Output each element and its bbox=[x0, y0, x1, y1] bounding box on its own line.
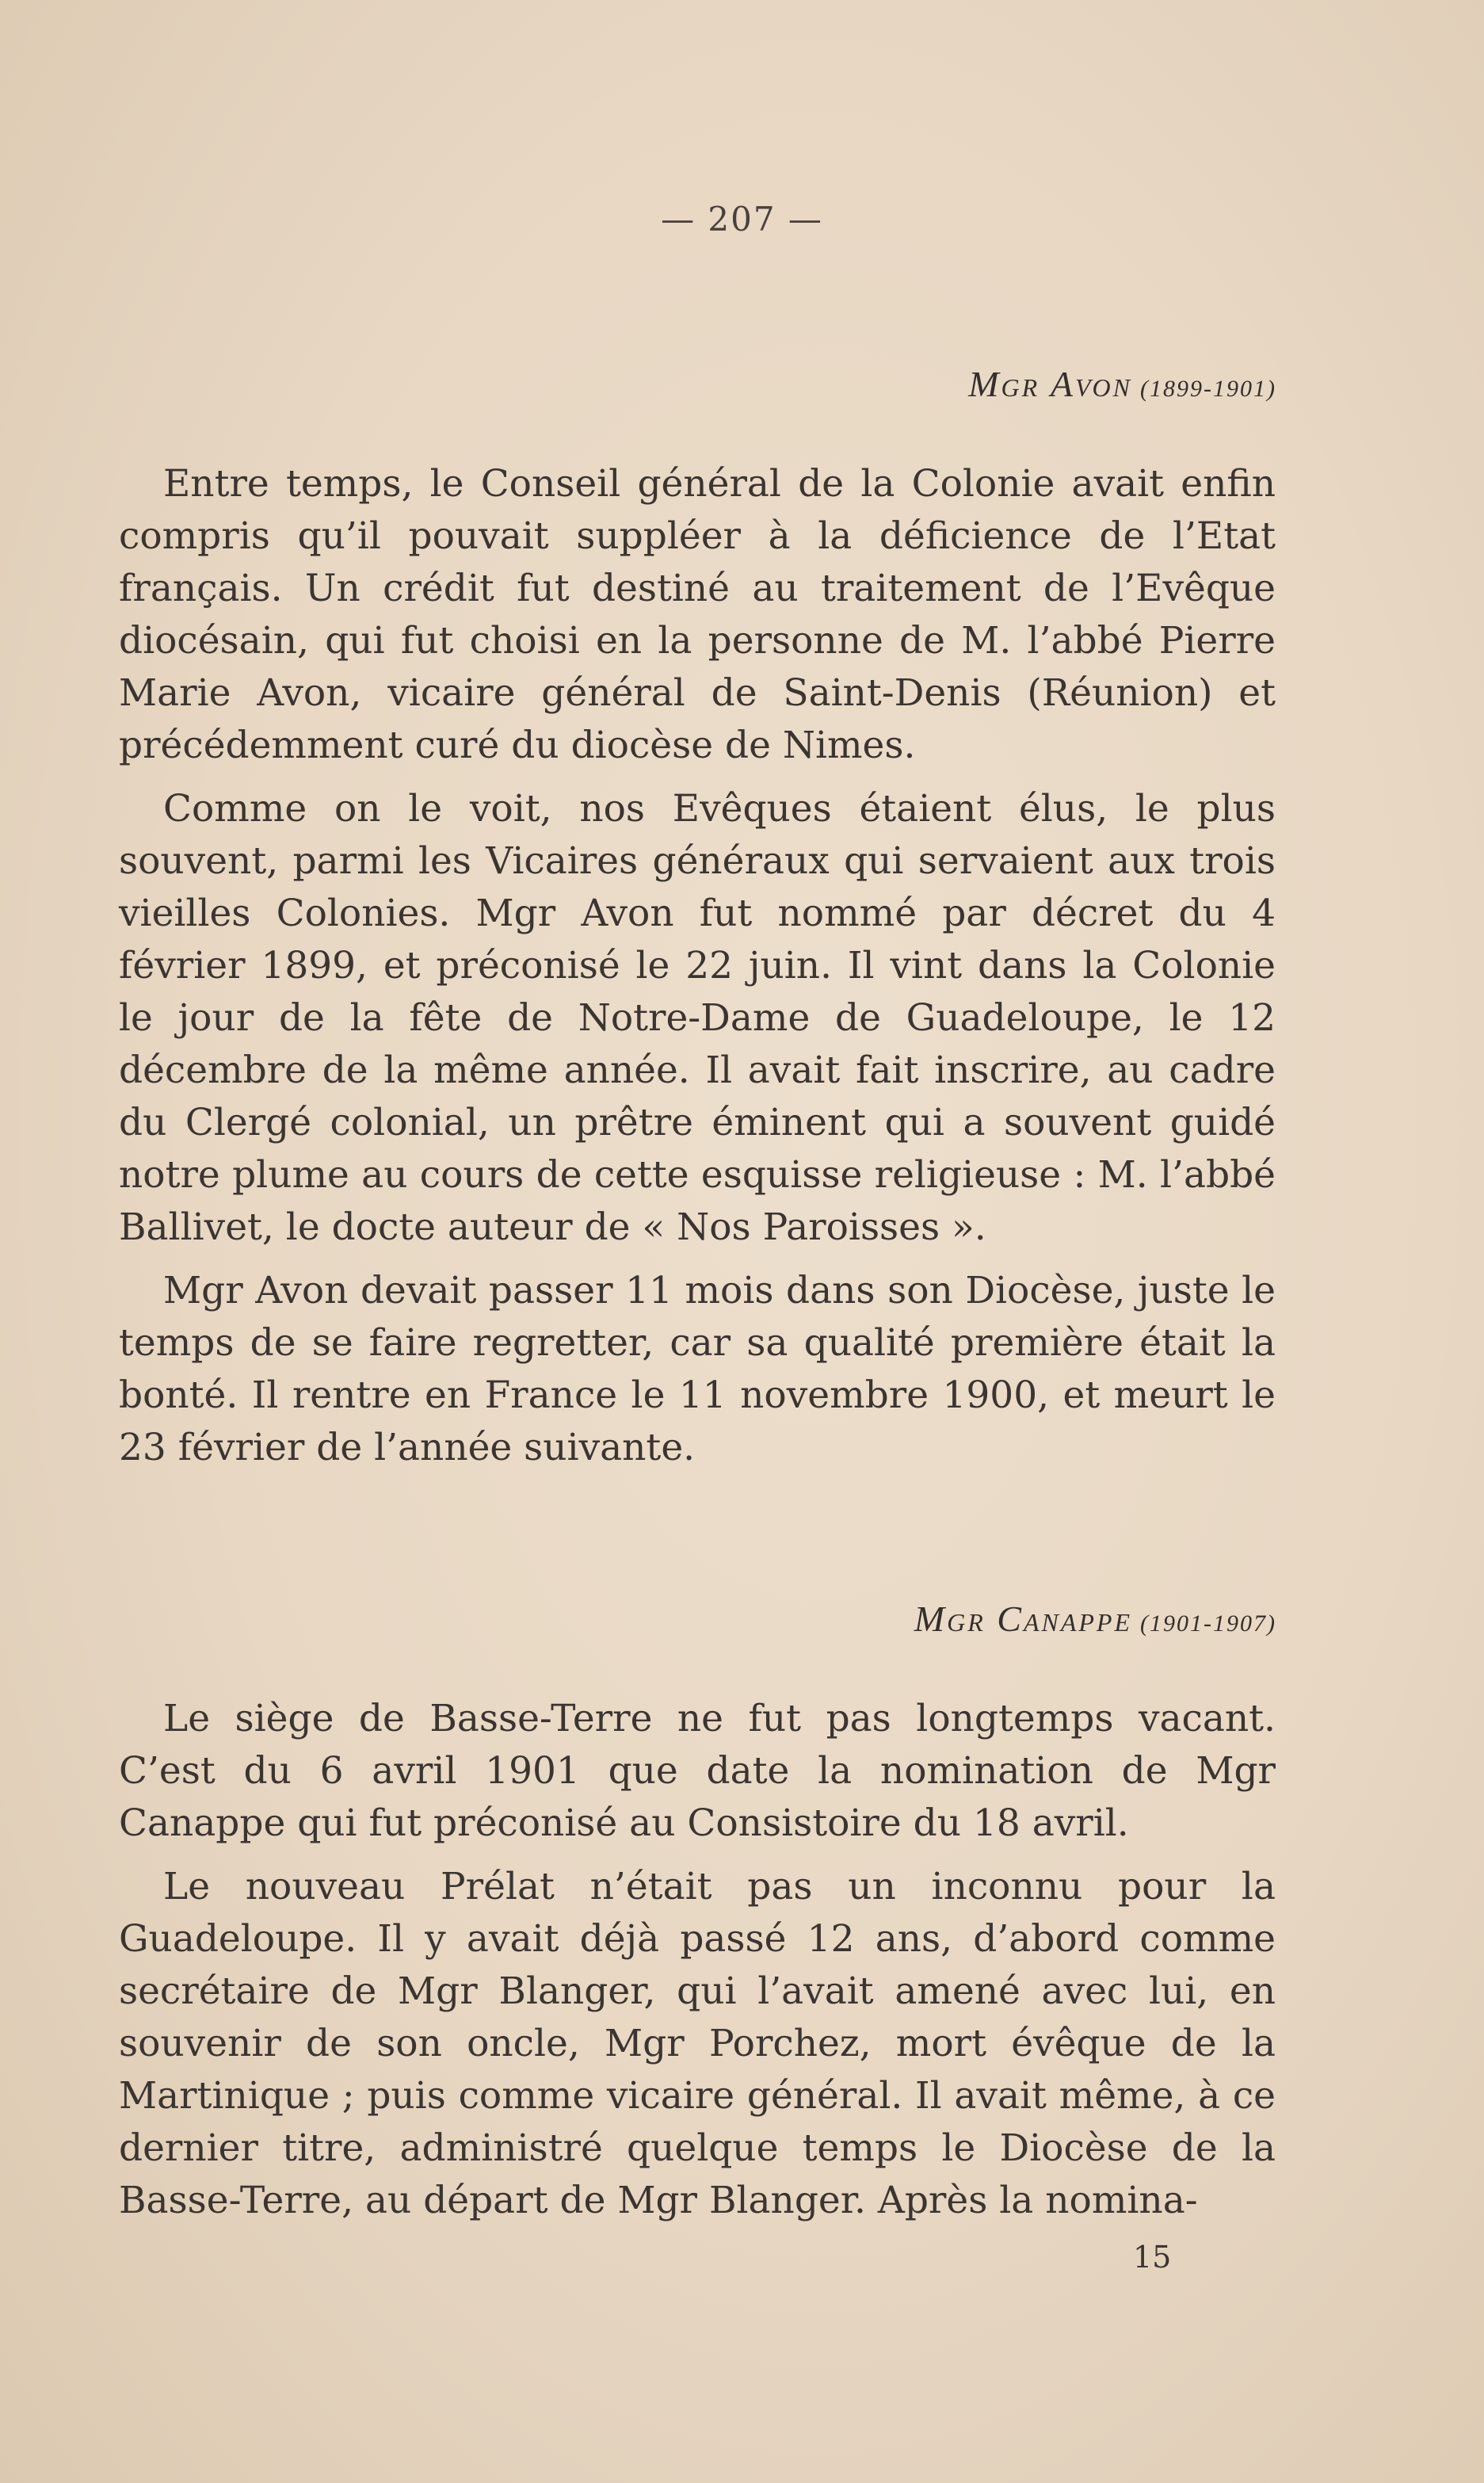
paragraph: Le siège de Basse-Terre ne fut pas longtemps vacant. C’est du 6 avril 1901 que date la nomination de Mgr Canappe qui fut préconisé au Consistoire du 18 avril. bbox=[119, 1697, 1276, 1845]
section-dates: (1899-1901) bbox=[1140, 376, 1276, 402]
section-title: Mgr Canappe bbox=[914, 1599, 1133, 1639]
paragraph: Comme on le voit, nos Evêques étaient élus, le plus souvent, parmi les Vicaires généraux qui servaient aux trois vieilles Colonies. Mgr Avon fut nommé par décret du 4 février 1899, et préconisé le 22 juin. Il vint dans la Colonie le jour de la fête de Notre-Dame de Guadeloupe, le 12 décembre de la même année. Il avait fait inscrire, au cadre du Clergé colonial, un prêtre éminent qui a souvent guidé notre plume au cours de cette esquisse religieuse : M. l’abbé Ballivet, le docte auteur de « Nos Paroisses ». bbox=[119, 787, 1276, 1249]
section-heading-canappe bbox=[914, 1598, 1276, 1640]
section-heading-avon bbox=[968, 363, 1276, 405]
paragraph: Entre temps, le Conseil général de la Colonie avait enfin compris qu’il pouvait suppléer à la déficience de l’Etat français. Un crédit fut destiné au traitement de l’Evêque diocésain, qui fut choisi en la personne de M. l’abbé Pierre Marie Avon, vicaire général de Saint-Denis (Réunion) et précédemment curé du diocèse de Nimes. bbox=[119, 462, 1276, 767]
page-number: — 207 — bbox=[661, 200, 823, 239]
section-title: Mgr Avon bbox=[968, 364, 1133, 404]
paragraph: Le nouveau Prélat n’était pas un inconnu pour la Guadeloupe. Il y avait déjà passé 12 ans, d’abord comme secrétaire de Mgr Blanger, qui l’avait amené avec lui, en souvenir de son oncle, Mgr Porchez, mort évêque de la Martinique ; puis comme vicaire général. Il avait même, à ce dernier titre, administré quelque temps le Diocèse de la Basse-Terre, au départ de Mgr Blanger. Après la nomina- bbox=[119, 1865, 1276, 2222]
paragraph: Mgr Avon devait passer 11 mois dans son Diocèse, juste le temps de se faire regretter, car sa qualité première était la bonté. Il rentre en France le 11 novembre 1900, et meurt le 23 février de l’année suivante. bbox=[119, 1269, 1276, 1469]
section-body-canappe bbox=[119, 1693, 1276, 2227]
signature-mark: 15 bbox=[1133, 2240, 1172, 2275]
section-body-avon bbox=[119, 458, 1276, 1474]
section-dates: (1901-1907) bbox=[1140, 1610, 1276, 1637]
